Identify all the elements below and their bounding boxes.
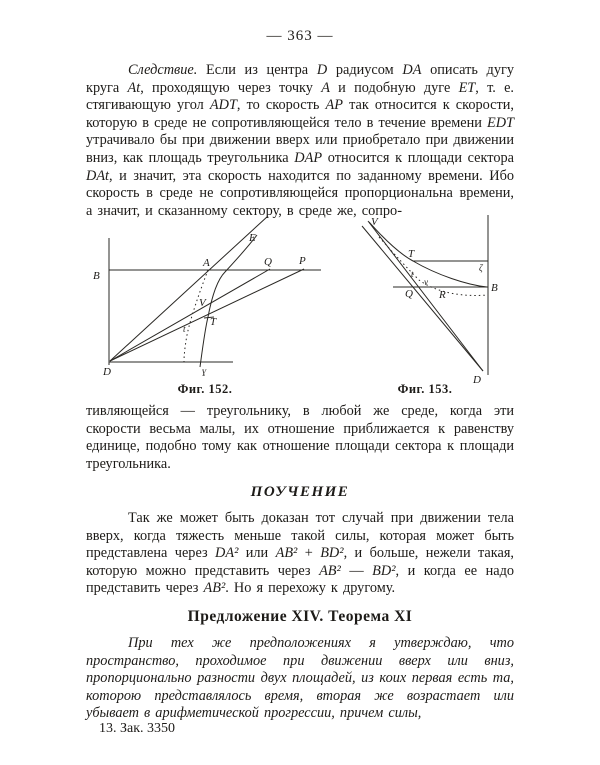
fig152-point-B: B (93, 270, 100, 282)
figure-152-diagram (80, 213, 330, 395)
fig152-point-D: D (103, 366, 111, 378)
fig153-point-R: R (439, 289, 446, 301)
fig153-solid-curve (369, 222, 487, 287)
figure-153-caption: Фиг. 153. (397, 382, 453, 396)
fig153-line-V-D (368, 221, 483, 371)
fig152-point-gamma: ɣ (202, 366, 207, 376)
fig153-point-B: B (491, 282, 498, 294)
fig152-point-A: A (203, 257, 210, 269)
paragraph-scholium: Так же может быть доказан тот случай при движении тела вверх, когда тяжесть меньше такой силы, которая может быть представлена через DA² или AB² + BD², и больше, нежели такая, которую можно представить через AB² — BD², и когда ее надо представить через AB². Но я перехожу к другому. (86, 510, 515, 597)
fig152-point-P: P (299, 255, 306, 267)
page-number: — 363 — (266, 28, 334, 44)
print-run-footnote: 13. Зак. 3350 (99, 721, 176, 736)
fig153-point-T: T (408, 248, 415, 260)
fig153-line-2-D (362, 226, 483, 371)
fig152-line-D-A-E (110, 216, 268, 361)
figures-row (0, 213, 600, 403)
fig153-point-D: D (473, 374, 481, 386)
fig153-point-v: v (424, 277, 428, 287)
fig152-line-D-T-P (110, 269, 304, 361)
fig153-point-t: t (411, 269, 414, 279)
paragraph-corollary: Следствие. Если из центра D радиусом DA описать дугу круга At, проходящую через точку A и подобную дуге ET, т. е. стягивающую угол ADT, то скорость AP так относится к скорости, которую в среде не сопротивляющейся тело в течение времени EDT утрачивало бы при движении вверх или приобретало при движении вниз, как площадь треугольника DAP относится к площади сектора DAt, и значит, эта скорость находится по заданному времени. Ибо скорость в среде не сопротивляющейся пропорциональна времени, а значит, и сказанному сектору, в среде же, сопро- (86, 62, 514, 219)
paragraph-proposition: При тех же предположениях я утверждаю, что пространство, проходимое при движении вверх или вниз, пропорционально разности двух площадей, из коих первая есть та, которою представлялось время, вторая же возрастает или убывает в арифметической прогрессии, причем силы, (86, 635, 514, 722)
fig153-point-zeta: ζ (479, 263, 483, 273)
figure-152-caption: Фиг. 152. (177, 382, 233, 396)
fig152-point-t: t (183, 324, 186, 334)
fig152-point-V: V (199, 297, 206, 309)
fig152-solid-curve (200, 235, 257, 367)
proposition-heading: Предложение XIV. Теорема XI (187, 608, 413, 625)
paragraph-after-figures: тивляющейся — треугольнику, в любой же среде, когда эти скорости весьма малы, их отношение приближается к равенству единице, подобно тому как отношение площади сектора к площади треугольника. (86, 403, 514, 472)
figure-153-diagram (345, 213, 505, 395)
fig152-point-E: E (249, 232, 256, 244)
fig152-line-D-V-Q (110, 269, 270, 361)
fig153-point-V: V (371, 216, 378, 228)
fig153-point-Q: Q (405, 288, 413, 300)
fig152-point-T: T (210, 316, 217, 328)
fig152-point-Q: Q (264, 256, 272, 268)
scholium-heading: ПОУЧЕНИЕ (250, 484, 350, 500)
